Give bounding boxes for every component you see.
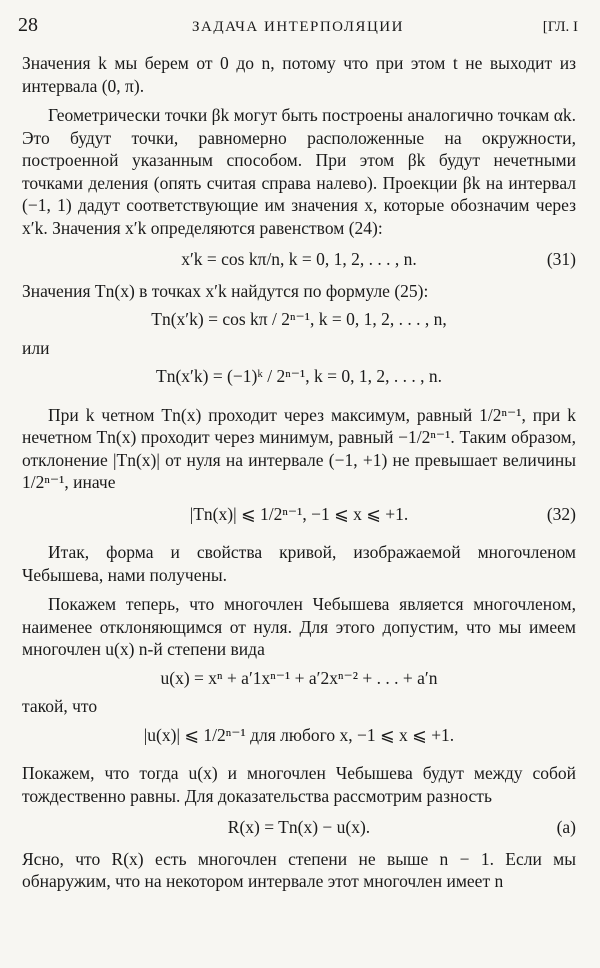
page-header xyxy=(18,14,578,40)
paragraph-summary: Итак, форма и свойства кривой, изображаемой многочленом Чебышева, нами получены. xyxy=(22,542,576,585)
formula-a-text: R(x) = Tn(x) − u(x). xyxy=(227,817,371,837)
page-body xyxy=(22,52,576,893)
equation-number-31: (31) xyxy=(546,249,576,269)
formula-u-bound-text: |u(x)| ⩽ 1/2ⁿ⁻¹ для любого x, −1 ⩽ x ⩽ +1. xyxy=(143,724,455,745)
formula-u-polynomial xyxy=(22,667,576,690)
formula-32-text: |Tn(x)| ⩽ 1/2ⁿ⁻¹, −1 ⩽ x ⩽ +1. xyxy=(189,503,409,524)
paragraph-identity: Покажем, что тогда u(x) и многочлен Чебышева будут между собой тождественно равны. Для доказательства рассмотрим разность xyxy=(22,763,576,806)
equation-number-a: (a) xyxy=(556,817,576,837)
formula-tn-cos-text: Tn(x′k) = cos kπ / 2ⁿ⁻¹, k = 0, 1, 2, . . . , n, xyxy=(151,309,447,329)
equation-number-32: (32) xyxy=(546,503,576,524)
paragraph-minimal-deviation: Покажем теперь, что многочлен Чебышева является многочленом, наименее отклоняющимся от нуля. Для этого допустим, что мы имеем многочлен u(x) n-й степени вида xyxy=(22,594,576,659)
formula-31-text: x′k = cos kπ/n, k = 0, 1, 2, . . . , n. xyxy=(181,249,417,269)
paragraph-extrema: При k четном Tn(x) проходит через максимум, равный 1/2ⁿ⁻¹, при k нечетном Tn(x) проходит через минимум, равный −1/2ⁿ⁻¹. Таким образом, отклонение |Tn(x)| от нуля на интервале (−1, +1) не превышает величины 1/2ⁿ⁻¹, иначе xyxy=(22,404,576,492)
chapter-label: [ГЛ. I xyxy=(542,19,578,35)
paragraph-or: или xyxy=(22,337,50,358)
formula-a xyxy=(22,816,576,839)
formula-u-polynomial-text: u(x) = xⁿ + a′1xⁿ⁻¹ + a′2xⁿ⁻² + . . . + a′n xyxy=(160,667,438,688)
paragraph-such-that: такой, что xyxy=(22,696,98,716)
paragraph-beta-points: Геометрически точки βk могут быть построены аналогично точкам αk. Это будут точки, равномерно расположенные на окружности, построенной указанным способом. При этом βk будут нечетными точками деления (опять считая справа налево). Проекции βk на интервал (−1, 1) дадут соответствующие им значения x, которые обозначим через x′k. Значения x′k определяются равенством (24): xyxy=(22,105,576,238)
page-number: 28 xyxy=(18,14,38,36)
formula-tn-sign xyxy=(22,365,576,388)
formula-31 xyxy=(22,248,576,271)
running-title: ЗАДАЧА ИНТЕРПОЛЯЦИИ xyxy=(192,19,404,35)
paragraph-tn-values: Значения Tn(x) в точках x′k найдутся по формуле (25): xyxy=(22,280,429,301)
formula-u-bound xyxy=(22,724,576,747)
formula-tn-sign-text: Tn(x′k) = (−1)ᵏ / 2ⁿ⁻¹, k = 0, 1, 2, . . . , n. xyxy=(156,366,442,386)
formula-tn-cos xyxy=(22,308,576,331)
paragraph-k-range: Значения k мы берем от 0 до n, потому что при этом t не выходит из интервала (0, π). xyxy=(22,53,576,96)
formula-32 xyxy=(22,503,576,526)
paragraph-degree: Ясно, что R(x) есть многочлен степени не выше n − 1. Если мы обнаружим, что на некотором интервале этот многочлен имеет n xyxy=(22,848,576,891)
